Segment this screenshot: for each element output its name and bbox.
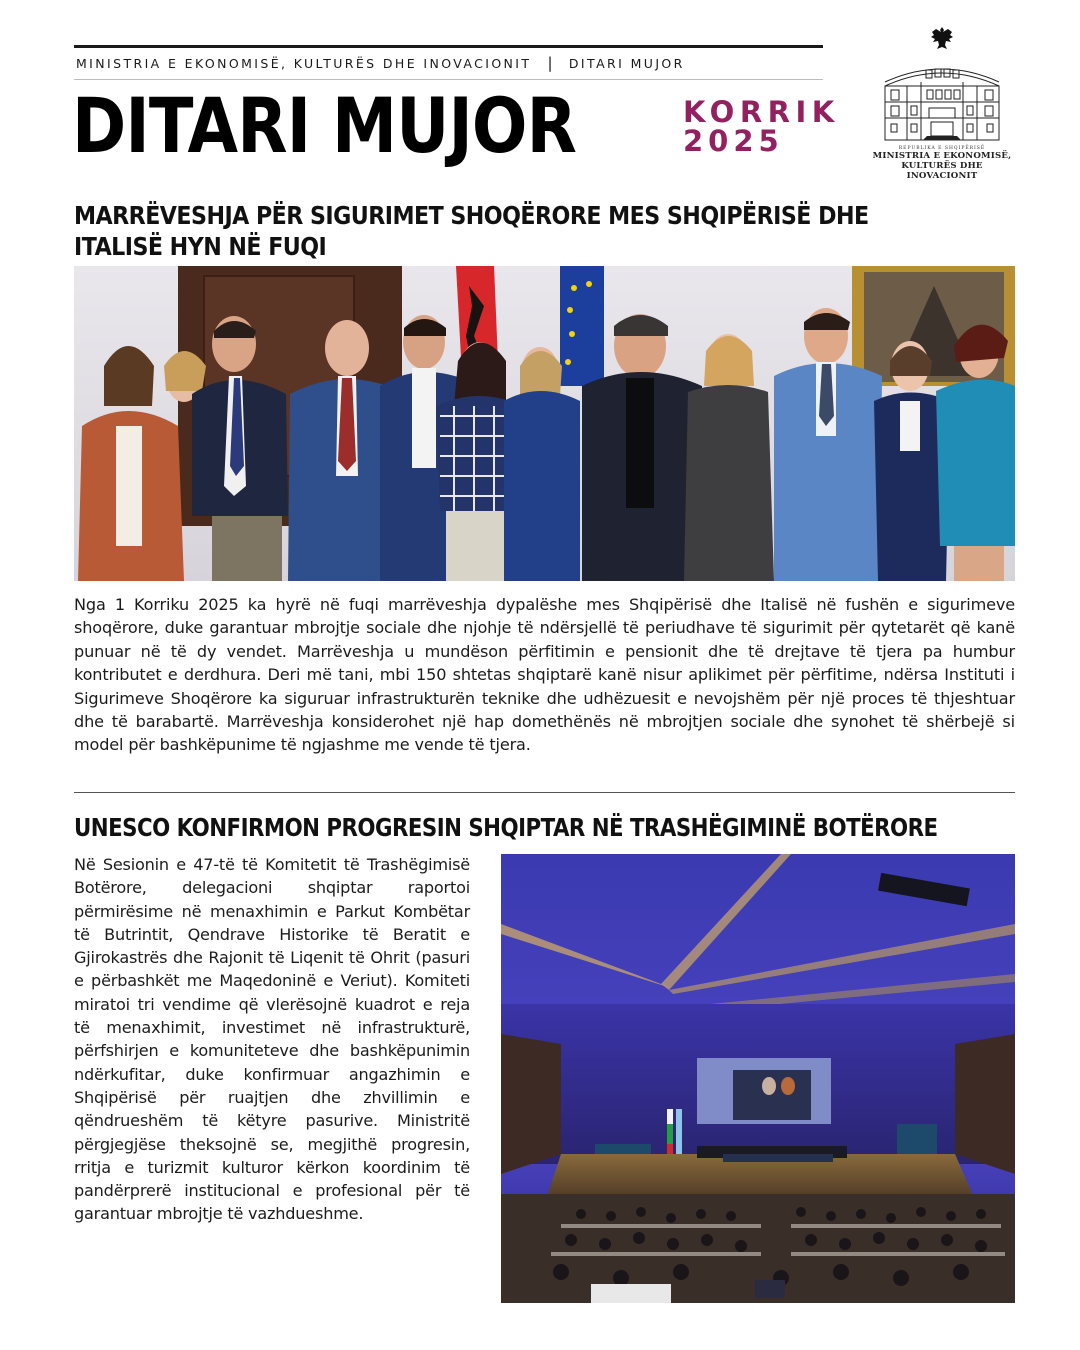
article-2-body: Në Sesionin e 47-të të Komitetit të Trashëgimisë Botërore, delegacioni shqiptar raportoi përmirësime në menaxhimin e Parkut Kombëtar të Butrintit, Qendrave Historike të Beratit e Gjirokastrës dhe Rajonit të Liqenit të Ohrit (pasuri e përbashkët me Maqedoninë e Veriut). Komiteti miratoi tri vendime që vlerësojnë kuadrot e reja të menaxhimit, investimet në infrastrukturë, përfshirjen e komuniteteve dhe bashkëpunimin ndërkufitar, duke konfirmuar angazhimin e Shqipërisë për ruajtjen dhe zhvillimin e qëndrueshëm të këtyre pasurive. Ministritë përgjegjëse theksojnë se, megjithë progresin, rritja e turizmit kulturor kërkon koordinim të pandërprerë institucional e profesional për të garantuar mbrojtje të vazhdueshme. xyxy=(74,855,470,1224)
article-1-body: Nga 1 Korriku 2025 ka hyrë në fuqi marrëveshja dypalëshe mes Shqipërisë dhe Italisë në fushën e sigurimeve shoqërore, duke garantuar mbrojtje sociale dhe njohje të ndërsjellë të periudhave të sigurimit për qytetarët që kanë punuar në të dy vendet. Marrëveshja u mundëson përfitimin e pensionit dhe të drejtave të tjera pa humbur kontributet e derdhura. Deri më tani, mbi 150 shtetas shqiptarë kanë nisur aplikimet për përfitime, ndërsa Instituti i Sigurimeve Shoqërore ka siguruar infrastrukturën teknike dhe udhëzuesit e nevojshëm për një proces të thjeshtuar dhe të barabartë. Marrëveshja konsiderohet një hap domethënës në mbrojtjen sociale dhe synohet të shërbejë si model për bashkëpunime të ngjashme me vende të tjera. xyxy=(74,595,1015,755)
kicker-organization: MINISTRIA E EKONOMISË, KULTURËS DHE INOVACIONIT xyxy=(76,55,532,71)
issue-year: 2025 xyxy=(683,124,784,158)
ministry-logo xyxy=(872,26,1012,181)
masthead-top-rule xyxy=(74,45,823,48)
ministry-building-icon xyxy=(877,52,1007,144)
article-2-headline: UNESCO KONFIRMON PROGRESIN SHQIPTAR NË TRASHËGIMINË BOTËRORE xyxy=(74,813,938,842)
masthead-kicker-rule xyxy=(74,79,823,80)
kicker-publication: DITARI MUJOR xyxy=(568,55,685,71)
issue-date xyxy=(683,95,840,158)
unesco-hall-image xyxy=(501,854,1015,1303)
logo-ministry-line-1: MINISTRIA E EKONOMISË, xyxy=(872,151,1012,161)
logo-ministry-line-2: KULTURËS DHE INOVACIONIT xyxy=(901,161,983,181)
logo-republic-line: REPUBLIKA E SHQIPËRISË xyxy=(898,146,986,151)
kicker-separator: | xyxy=(547,54,555,72)
article-2-photo xyxy=(501,854,1015,1303)
article-1-headline: MARRËVESHJA PËR SIGURIMET SHOQËRORE MES SHQIPËRISË DHE ITALISË HYN NË FUQI xyxy=(74,201,869,261)
issue-month: KORRIK xyxy=(683,95,840,129)
article-1-photo xyxy=(74,266,1015,581)
group-photo-image xyxy=(74,266,1015,581)
albanian-eagle-emblem-icon xyxy=(930,26,954,52)
section-divider xyxy=(74,792,1015,793)
masthead-kicker xyxy=(76,54,826,72)
publication-title: DITARI MUJOR xyxy=(72,81,577,170)
